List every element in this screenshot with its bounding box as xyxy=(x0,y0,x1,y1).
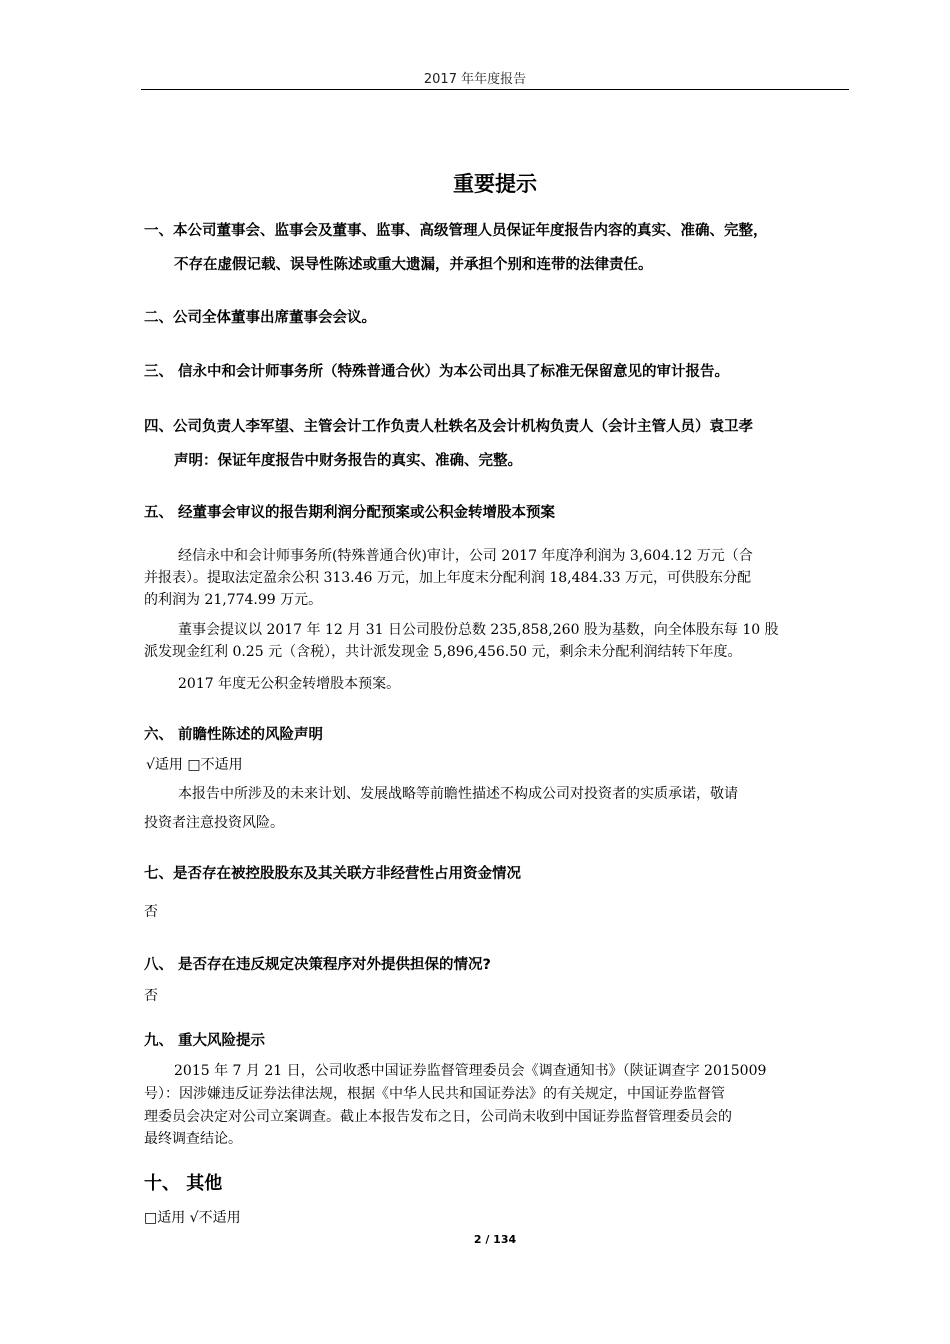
section-6-body-line-1: 本报告中所涉及的未来计划、发展战略等前瞻性描述不构成公司对投资者的实质承诺，敬请 xyxy=(178,786,738,802)
section-9-body-line-3: 理委员会决定对公司立案调查。截止本报告发布之日，公司尚未收到中国证券监督管理委员会的 xyxy=(144,1109,732,1125)
section-5-p1-line-2: 并报表）。提取法定盈余公积 313.46 万元，加上年度末分配利润 18,484.33 万元，可供股东分配 xyxy=(144,570,752,586)
section-5-p3: 2017 年度无公积金转增股本预案。 xyxy=(178,676,401,692)
section-2: 二、公司全体董事出席董事会会议。 xyxy=(144,310,376,326)
section-6-body-line-2: 投资者注意投资风险。 xyxy=(144,815,284,831)
page-number: 2 / 134 xyxy=(473,1233,517,1246)
section-9-body-line-2: 号）：因涉嫌违反证券法律法规，根据《中华人民共和国证券法》的有关规定，中国证券监督管 xyxy=(144,1086,725,1102)
section-4-line-1: 四、公司负责人李军望、主管会计工作负责人杜轶名及会计机构负责人（会计主管人员）袁卫孝 xyxy=(144,419,753,435)
section-7-heading: 七、是否存在被控股股东及其关联方非经营性占用资金情况 xyxy=(144,866,521,882)
section-8-answer: 否 xyxy=(144,988,158,1004)
section-3: 三、 信永中和会计师事务所（特殊普通合伙）为本公司出具了标准无保留意见的审计报告。 xyxy=(144,364,730,380)
section-7-answer: 否 xyxy=(144,904,158,920)
section-5-heading: 五、 经董事会审议的报告期利润分配预案或公积金转增股本预案 xyxy=(144,505,556,521)
section-10-applicability: □适用 √不适用 xyxy=(144,1210,241,1226)
header-divider xyxy=(141,89,849,90)
section-1-line-1: 一、本公司董事会、监事会及董事、监事、高级管理人员保证年度报告内容的真实、准确、完整， xyxy=(144,223,768,239)
section-9-body-line-1: 2015 年 7 月 21 日，公司收悉中国证券监督管理委员会《调查通知书》（陕证调查字 2015009 xyxy=(174,1063,767,1079)
section-6-heading: 六、 前瞻性陈述的风险声明 xyxy=(144,727,324,743)
section-1-line-2: 不存在虚假记载、误导性陈述或重大遗漏，并承担个别和连带的法律责任。 xyxy=(174,257,653,273)
section-9-body-line-4: 最终调查结论。 xyxy=(144,1131,242,1147)
section-4-line-2: 声明：保证年度报告中财务报告的真实、准确、完整。 xyxy=(174,453,522,469)
section-6-applicability: √适用 □不适用 xyxy=(146,757,243,773)
page-header: 2017 年年度报告 xyxy=(423,72,527,87)
section-10-heading: 十、 其他 xyxy=(144,1173,223,1194)
section-8-heading: 八、 是否存在违反规定决策程序对外提供担保的情况? xyxy=(144,957,491,973)
section-5-p1-line-3: 的利润为 21,774.99 万元。 xyxy=(144,592,323,608)
section-5-p2-line-1: 董事会提议以 2017 年 12 月 31 日公司股份总数 235,858,260 股为基数，向全体股东每 10 股 xyxy=(178,622,779,638)
section-5-p2-line-2: 派发现金红利 0.25 元（含税），共计派发现金 5,896,456.50 元，剩余未分配利润结转下年度。 xyxy=(144,644,742,660)
page-title: 重要提示 xyxy=(453,172,537,196)
section-5-p1-line-1: 经信永中和会计师事务所(特殊普通合伙)审计，公司 2017 年度净利润为 3,604.12 万元（合 xyxy=(178,548,753,564)
section-9-heading: 九、 重大风险提示 xyxy=(144,1033,266,1049)
